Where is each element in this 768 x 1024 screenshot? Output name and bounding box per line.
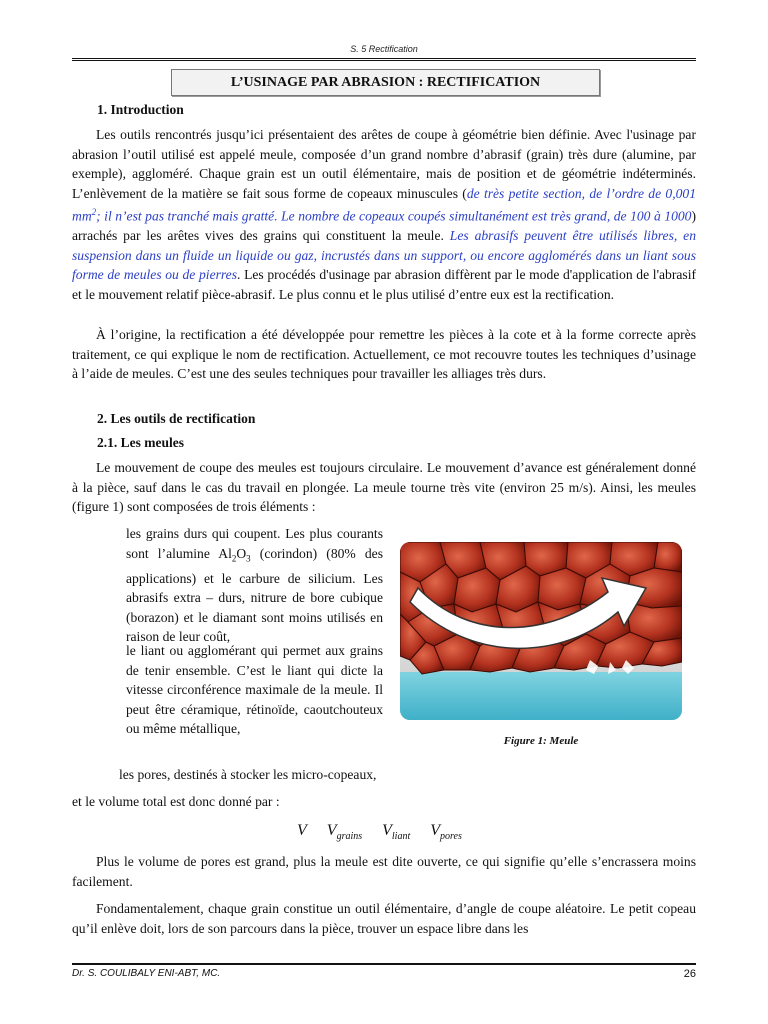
intro-paragraph-2: À l’origine, la rectification a été développée pour remettre les pièces à la cote et à la forme correcte après traitement, ce qui explique le nom de rectification. Actuellement, ce mot recouvre toutes les techniques d’usinage à l’aide de meules. C’est une des seules techniques pour travailler les alliages très durs.: [72, 327, 696, 381]
footer-rule: [72, 963, 696, 965]
chapter-title: L’USINAGE PAR ABRASION : RECTIFICATION: [230, 75, 541, 90]
volume-formula: V $V_{grains}$ $V_{liant}$ $V_{pores}$: [297, 822, 462, 843]
running-header: S. 5 Rectification: [350, 44, 418, 54]
volume-intro: et le volume total est donc donné par :: [72, 794, 280, 809]
meules-paragraph-1: Le mouvement de coupe des meules est toujours circulaire. Le mouvement d’avance est généralement donné à la pièce, sauf dans le cas du travail en plongée. La meule tourne très vite (environ 25 m/s). Ainsi, les meules (figure 1) sont composées de trois éléments :: [72, 460, 696, 514]
header-rule: [72, 58, 696, 61]
grinding-wheel-illustration: [400, 542, 682, 720]
element-liant: le liant ou agglomérant qui permet aux grains de tenir ensemble. C’est le liant qui dicte la vitesse circonférence maximale de la meule. Il peut être céramique, rétinoïde, caoutchouteux ou même métallique,: [126, 643, 383, 736]
section-heading-outils: 2. Les outils de rectification: [97, 411, 256, 426]
footer-author: Dr. S. COULIBALY ENI-ABT, MC.: [72, 968, 221, 979]
intro-paragraph-1: Les outils rencontrés jusqu’ici présentaient des arêtes de coupe à géométrie bien définie. Avec l'usinage par abrasion l’outil utilisé est appelé meule, composée d’un grand nombre d’abrasif (grain) très dure (alumine, par exemple), aggloméré. Chaque grain est un outil élémentaire, mais de position et de géométrie indéterminés. L’enlèvement de la matière se fait sous forme de copeaux minuscules (de très petite section, de l’ordre de 0,001 $mm^2$; il n’est pas tranché mais gratté. Le nombre de copeaux coupés simultanément est très grand, de 100 à 1000) arrachés par les arêtes vives des grains qui constituent la meule. Les abrasifs peuvent être utilisés libres, en suspension dans un fluide un liquide ou gaz, incrustés dans un support, ou encore agglomérés dans un liant sous forme de meules ou de pierres. Les procédés d'usinage par abrasion diffèrent par le mode d'application de l'abrasif et le mouvement relatif pièce-abrasif. Le plus connu et le plus utilisé d’entre eux est la rectification.: [72, 127, 696, 302]
page-number: 26: [683, 968, 696, 980]
chapter-title-box: [171, 69, 600, 96]
meules-paragraph-2: Plus le volume de pores est grand, plus la meule est dite ouverte, ce qui signifie qu’elle s’encrassera moins facilement.: [72, 854, 696, 889]
element-grains: les grains durs qui coupent. Les plus courants sont l’alumine $Al_2O_3$ (corindon) (80% des applications) et le carbure de silicium. Les abrasifs extra – durs, nitrure de borе cubique (borazon) et le diamant sont moins utilisés en raison de leur coût,: [126, 526, 383, 645]
section-heading-meules: 2.1. Les meules: [97, 435, 184, 450]
element-pores: les pores, destinés à stocker les micro-copeaux,: [119, 767, 377, 782]
figure-caption: Figure 1: Meule: [503, 735, 579, 747]
meules-paragraph-3: Fondamentalement, chaque grain constitue un outil élémentaire, d’angle de coupe aléatoire. Le petit copeau qu’il enlève doit, lors de son parcours dans la pièce, trouver un espace libre dans les: [72, 901, 696, 936]
section-heading-introduction: 1. Introduction: [97, 102, 184, 117]
